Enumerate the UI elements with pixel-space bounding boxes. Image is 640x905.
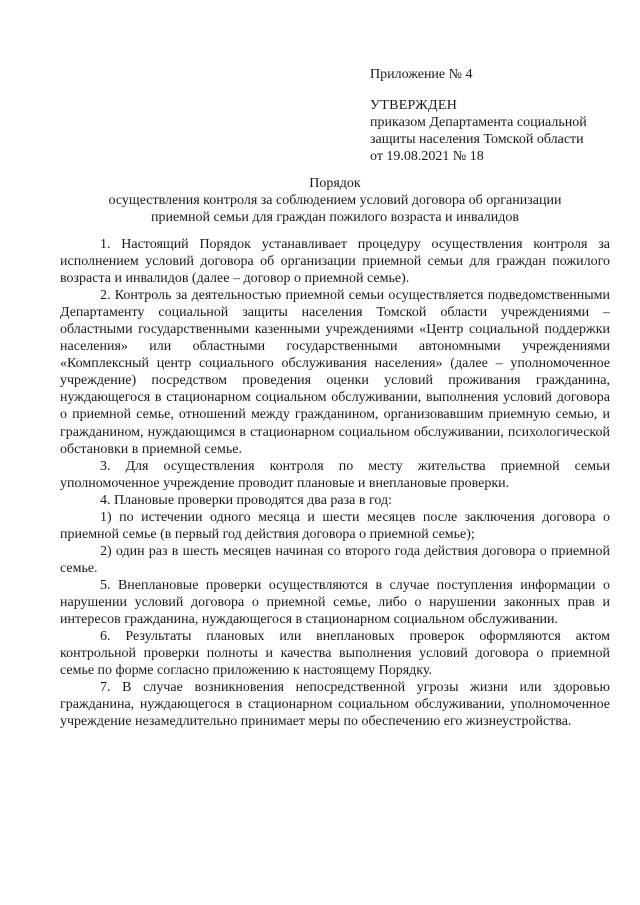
order-reference: приказом Департамента социальной защиты населения Томской области от 19.08.2021 № 18	[370, 115, 587, 164]
paragraph-6: 6. Результаты плановых или внеплановых проверок оформляются актом контрольной проверки полноты и качества выполнения условий договора о приемной семье по форме согласно приложению к настоящему Порядку.	[60, 629, 610, 679]
title-line-2: осуществления контроля за соблюдением условий договора об организации	[108, 193, 562, 208]
paragraph-2: 2. Контроль за деятельностью приемной семьи осуществляется подведомственными Департаменту социальной защиты населения Томской области учреждениями – областными государственными казенными учреждениями «Центр социальной поддержки населения» или областными государственными автономными учреждениями «Комплексный центр социального обслуживания населения» (далее – уполномоченное учреждение) посредством проведения оценки условий проживания гражданина, нуждающегося в стационарном социальном обслуживании, выполнения условий договора о приемной семье, отношений между гражданином, организовавшим приемную семью, и гражданином, нуждающимся в стационарном социальном обслуживании, психологической обстановки в приемной семье.	[60, 288, 610, 457]
approved-label: УТВЕРЖДЕН	[370, 98, 458, 113]
document-body	[60, 236, 610, 730]
paragraph-4-item-1: 1) по истечении одного месяца и шести месяцев после заключения договора о приемной семье (в первый год действия договора о приемной семье);	[60, 509, 610, 542]
paragraph-5: 5. Внеплановые проверки осуществляются в случае поступления информации о нарушении условий договора о приемной семье, либо о нарушении законных прав и интересов гражданина, нуждающегося в стационарном социальном обслуживании.	[60, 577, 610, 628]
title-line-3: приемной семьи для граждан пожилого возраста и инвалидов	[151, 210, 519, 225]
appendix-label: Приложение № 4	[370, 67, 473, 82]
document-title	[60, 175, 610, 226]
paragraph-4: 4. Плановые проверки проводятся два раза в год:	[100, 492, 393, 508]
paragraph-1: 1. Настоящий Порядок устанавливает процедуру осуществления контроля за исполнением условий договора об организации приемной семьи для граждан пожилого возраста и инвалидов (далее – договор о приемной семье).	[60, 237, 610, 287]
approval-block	[370, 66, 610, 165]
paragraph-7: 7. В случае возникновения непосредственной угрозы жизни или здоровью гражданина, нуждающегося в стационарном социальном обслуживании, уполномоченное учреждение незамедлительно принимает меры по обеспечению его жизнеустройства.	[60, 680, 610, 730]
title-line-1: Порядок	[309, 176, 361, 191]
paragraph-4-item-2: 2) один раз в шесть месяцев начиная со второго года действия договора о приемной семье.	[60, 543, 610, 576]
paragraph-3: 3. Для осуществления контроля по месту жительства приемной семьи уполномоченное учреждение проводит плановые и внеплановые проверки.	[60, 458, 610, 491]
